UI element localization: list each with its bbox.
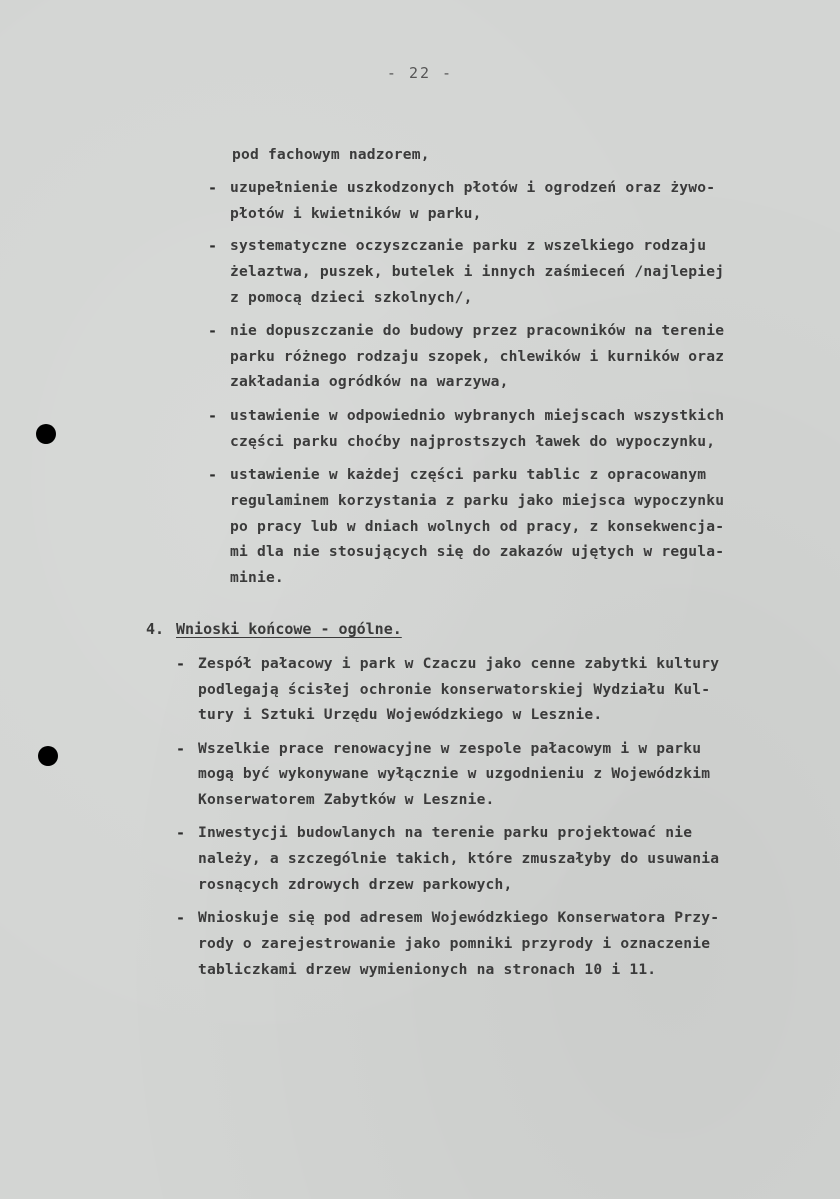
item-line: rosnących zdrowych drzew parkowych, — [198, 876, 513, 893]
item-line: Wnioskuje się pod adresem Wojewódzkiego Konserwatora Przy- — [198, 909, 720, 926]
lead-line: pod fachowym nadzorem, — [232, 146, 430, 163]
bullet-dash: - — [208, 407, 218, 425]
item-line: Konserwatorem Zabytków w Lesznie. — [198, 791, 495, 808]
item-line: żelaztwa, puszek, butelek i innych zaśmieceń /najlepiej — [230, 263, 725, 280]
bullet-dash: - — [176, 655, 186, 673]
item-line: regulaminem korzystania z parku jako miejsca wypoczynku — [230, 492, 725, 509]
item-line: parku różnego rodzaju szopek, chlewików i kurników oraz — [230, 348, 725, 365]
item-line: tabliczkami drzew wymienionych na stronach 10 i 11. — [198, 961, 657, 978]
item-line: ustawienie w odpowiednio wybranych miejscach wszystkich — [230, 407, 725, 424]
item-line: mogą być wykonywane wyłącznie w uzgodnieniu z Wojewódzkim — [198, 765, 711, 782]
item-line: podlegają ścisłej ochronie konserwatorskiej Wydziału Kul- — [198, 681, 711, 698]
item-line: Zespół pałacowy i park w Czaczu jako cenne zabytki kultury — [198, 655, 720, 672]
item-line: z pomocą dzieci szkolnych/, — [230, 289, 473, 306]
item-line: tury i Sztuki Urzędu Wojewódzkiego w Lesznie. — [198, 706, 603, 723]
bullet-dash: - — [208, 237, 218, 255]
bullet-dash: - — [176, 740, 186, 758]
item-line: Inwestycji budowlanych na terenie parku projektować nie — [198, 824, 693, 841]
item-line: Wszelkie prace renowacyjne w zespole pałacowym i w parku — [198, 740, 702, 757]
item-line: mi dla nie stosujących się do zakazów ujętych w regula- — [230, 543, 725, 560]
section-title: Wnioski końcowe - ogólne. — [176, 620, 402, 638]
punch-hole — [36, 424, 56, 444]
item-line: płotów i kwietników w parku, — [230, 205, 482, 222]
bullet-dash: - — [208, 466, 218, 484]
page-number: - 22 - — [386, 64, 454, 82]
item-line: nie dopuszczanie do budowy przez pracowników na terenie — [230, 322, 725, 339]
item-line: systematyczne oczyszczanie parku z wszelkiego rodzaju — [230, 237, 707, 254]
bullet-dash: - — [176, 824, 186, 842]
item-line: rody o zarejestrowanie jako pomniki przyrody i oznaczenie — [198, 935, 711, 952]
item-line: części parku choćby najprostszych ławek do wypoczynku, — [230, 433, 716, 450]
item-line: minie. — [230, 569, 284, 586]
punch-hole — [38, 746, 58, 766]
bullet-dash: - — [208, 179, 218, 197]
item-line: ustawienie w każdej części parku tablic z opracowanym — [230, 466, 707, 483]
item-line: po pracy lub w dniach wolnych od pracy, z konsekwencja- — [230, 518, 725, 535]
bullet-dash: - — [176, 909, 186, 927]
bullet-dash: - — [208, 322, 218, 340]
section-number: 4. — [146, 620, 165, 638]
item-line: należy, a szczególnie takich, które zmuszałyby do usuwania — [198, 850, 720, 867]
item-line: uzupełnienie uszkodzonych płotów i ogrodzeń oraz żywo- — [230, 179, 716, 196]
item-line: zakładania ogródków na warzywa, — [230, 373, 509, 390]
